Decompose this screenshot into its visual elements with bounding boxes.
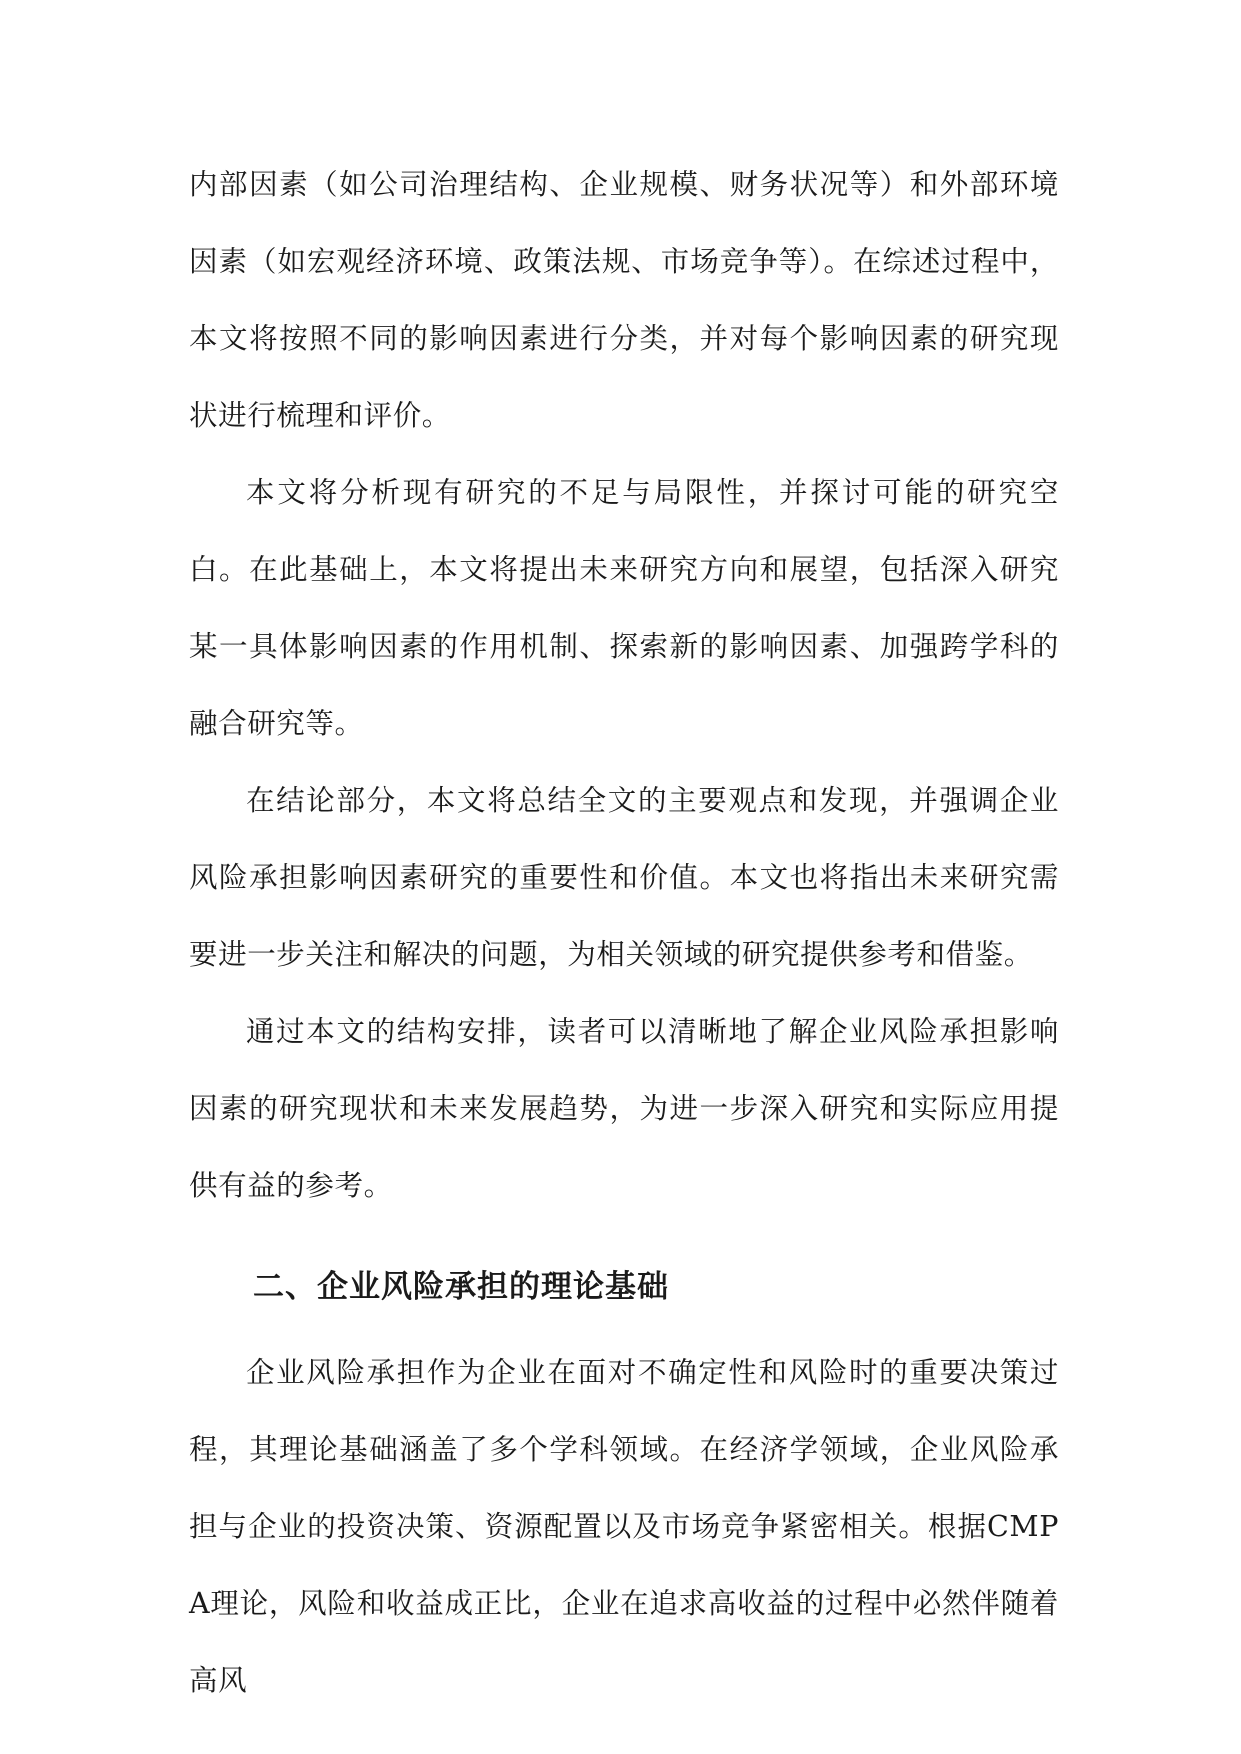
paragraph-3: 在结论部分，本文将总结全文的主要观点和发现，并强调企业风险承担影响因素研究的重要性和价值。本文也将指出未来研究需要进一步关注和解决的问题，为相关领域的研究提供参考和借鉴。: [189, 784, 1059, 971]
paragraph-5: 企业风险承担作为企业在面对不确定性和风险时的重要决策过程，其理论基础涵盖了多个学科领域。在经济学领域，企业风险承担与企业的投资决策、资源配置以及市场竞争紧密相关。根据CMPA理论，风险和收益成正比，企业在追求高收益的过程中必然伴随着高风: [189, 1356, 1059, 1697]
document-body: [189, 146, 1059, 1719]
paragraph-1: 内部因素（如公司治理结构、企业规模、财务状况等）和外部环境因素（如宏观经济环境、政策法规、市场竞争等）。在综述过程中，本文将按照不同的影响因素进行分类，并对每个影响因素的研究现状进行梳理和评价。: [189, 168, 1059, 432]
section-heading: 二、企业风险承担的理论基础: [253, 1269, 669, 1305]
paragraph-2: 本文将分析现有研究的不足与局限性，并探讨可能的研究空白。在此基础上，本文将提出未来研究方向和展望，包括深入研究某一具体影响因素的作用机制、探索新的影响因素、加强跨学科的融合研究等。: [189, 476, 1059, 740]
paragraph-4: 通过本文的结构安排，读者可以清晰地了解企业风险承担影响因素的研究现状和未来发展趋势，为进一步深入研究和实际应用提供有益的参考。: [189, 1015, 1059, 1202]
